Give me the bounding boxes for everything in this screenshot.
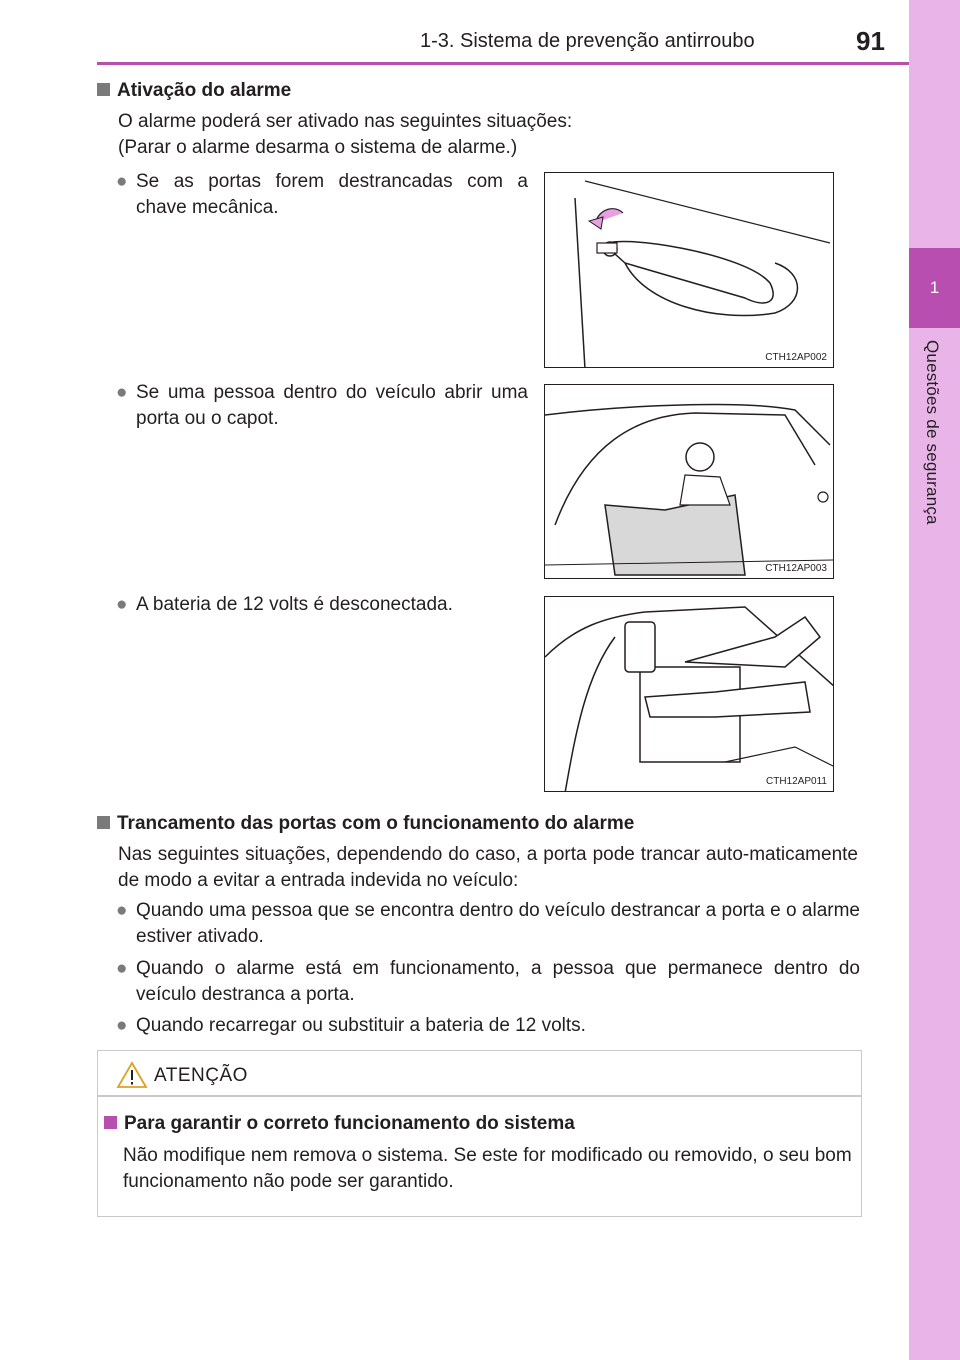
section-intro-line: (Parar o alarme desarma o sistema de alarme.) <box>118 137 518 158</box>
list-item: ● Quando o alarme está em funcionamento, a pessoa que permanece dentro do veículo destranca a porta. <box>116 958 860 1005</box>
list-item: ● A bateria de 12 volts é desconectada. <box>136 592 528 618</box>
circle-bullet-icon: ● <box>116 594 128 615</box>
section-intro: Nas seguintes situações, dependendo do caso, a porta pode trancar auto-maticamente de modo a evitar a entrada indevida no veículo: <box>118 844 858 891</box>
figure-code: CTH12AP011 <box>766 776 827 787</box>
circle-bullet-icon: ● <box>116 1015 128 1036</box>
list-item: ● Quando recarregar ou substituir a bateria de 12 volts. <box>136 1013 860 1039</box>
warning-triangle-icon <box>116 1061 148 1089</box>
page-number: 91 <box>856 26 885 56</box>
warning-title: ATENÇÃO <box>154 1065 248 1086</box>
figure-person-opening-door <box>544 384 834 579</box>
chapter-title: Questões de segurança <box>923 340 942 525</box>
list-item: ● Quando uma pessoa que se encontra dentro do veículo destrancar a porta e o alarme estiver ativado. <box>116 900 860 947</box>
circle-bullet-icon: ● <box>116 900 128 921</box>
section-intro-line: O alarme poderá ser ativado nas seguintes situações: <box>118 111 573 132</box>
figure-code: CTH12AP002 <box>765 352 827 363</box>
warning-divider <box>98 1095 861 1097</box>
list-item: ● Se uma pessoa dentro do veículo abrir uma porta ou o capot. <box>116 382 528 429</box>
figure-battery <box>544 596 834 792</box>
door-handle-key-illustration <box>545 173 834 368</box>
square-bullet-icon <box>104 1116 117 1129</box>
circle-bullet-icon: ● <box>116 382 128 403</box>
section-heading-door-locking: Trancamento das portas com o funcionamento do alarme <box>97 813 634 835</box>
figure-code: CTH12AP003 <box>765 563 827 574</box>
person-opening-door-illustration <box>545 385 834 579</box>
header-rule <box>97 62 909 65</box>
square-bullet-icon <box>97 816 110 829</box>
square-bullet-icon <box>97 83 110 96</box>
warning-box <box>97 1050 862 1217</box>
circle-bullet-icon: ● <box>116 958 128 979</box>
battery-disconnect-illustration <box>545 597 834 792</box>
chapter-number: 1 <box>909 248 960 328</box>
section-heading-alarm-activation: Ativação do alarme <box>97 80 291 102</box>
chapter-side-tab <box>909 0 960 1360</box>
warning-text: Não modifique nem remova o sistema. Se este for modificado ou removido, o seu bom funcionamento não pode ser garantido. <box>123 1145 852 1192</box>
section-header-title: 1-3. Sistema de prevenção antirroubo <box>420 30 755 52</box>
list-item: ● Se as portas forem destrancadas com a chave mecânica. <box>116 171 528 218</box>
warning-heading: Para garantir o correto funcionamento do sistema <box>104 1113 575 1135</box>
figure-door-key <box>544 172 834 368</box>
circle-bullet-icon: ● <box>116 171 128 192</box>
